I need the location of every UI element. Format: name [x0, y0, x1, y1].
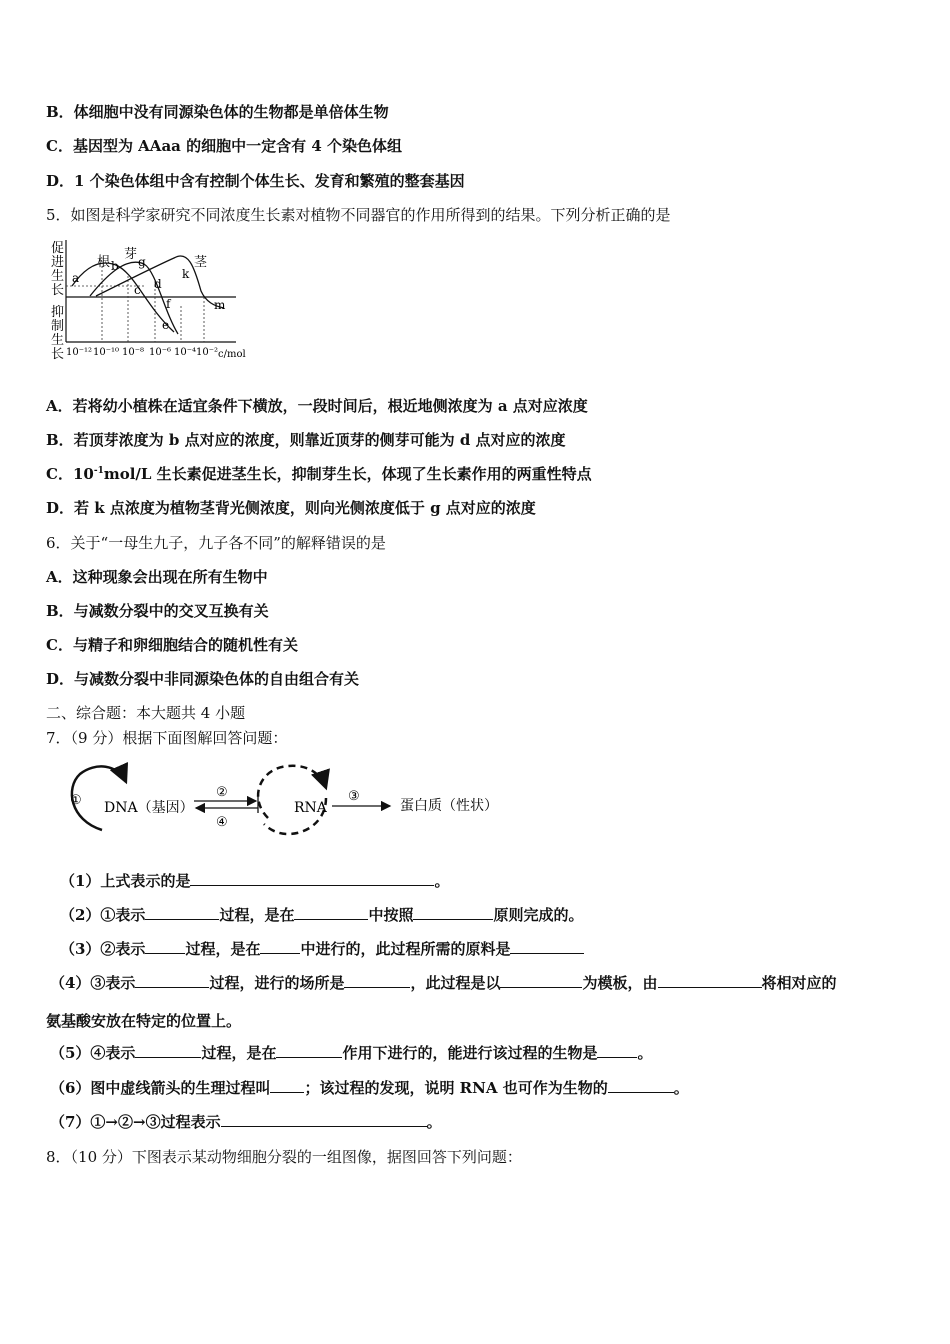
- auxin-figure: [46, 236, 256, 366]
- dna-label: DNA（基因）: [104, 800, 194, 816]
- ylabel-bottom-1: 制: [51, 319, 65, 334]
- bud-label: 芽: [124, 247, 138, 262]
- x-unit: c/mol: [218, 349, 246, 360]
- point-m: m: [214, 298, 226, 312]
- q7-sub-4-cont: 氨基酸安放在特定的位置上。: [46, 1012, 242, 1030]
- q7-sub-4: （4）③表示 过程，进行的场所是 ，此过程是以 为模板，由 将相对应的: [50, 974, 837, 992]
- ylabel-bottom-3: 长: [51, 347, 65, 362]
- q8-stem: 8．（10 分）下图表示某动物细胞分裂的一组图像，据图回答下列问题：: [46, 1148, 522, 1166]
- ylabel-bottom-2: 生: [51, 333, 65, 348]
- point-c: c: [134, 283, 141, 297]
- q6-option-a: A．这种现象会出现在所有生物中: [46, 568, 268, 586]
- q7-sub-3: （3）②表示 过程，是在 中进行的，此过程所需的原料是: [60, 939, 584, 959]
- q7-sub-2: （2）①表示 过程，是在 中按照 原则完成的。: [60, 906, 584, 924]
- q6-option-b: B．与减数分裂中的交叉互换有关: [46, 602, 269, 620]
- q7-stem: 7．（9 分）根据下面图解回答问题：: [46, 729, 288, 747]
- point-d: d: [154, 277, 162, 291]
- q5-stem: 5．如图是科学家研究不同浓度生长素对植物不同器官的作用所得到的结果。下列分析正确的是: [46, 206, 671, 224]
- q5-option-d: D．若 k 点浓度为植物茎背光侧浓度，则向光侧浓度低于 g 点对应的浓度: [46, 499, 536, 517]
- ylabel-bottom-0: 抑: [51, 305, 65, 320]
- root-label: 根: [97, 255, 111, 270]
- ylabel-top-2: 生: [51, 269, 65, 284]
- central-dogma-diagram: [60, 758, 520, 838]
- q6-option-c: C．与精子和卵细胞结合的随机性有关: [46, 636, 298, 654]
- q4-option-b: B．体细胞中没有同源染色体的生物都是单倍体生物: [46, 103, 389, 121]
- tick-4: 10⁻⁶: [149, 347, 172, 358]
- point-k: k: [182, 267, 190, 281]
- tick-5: 10⁻⁴: [174, 347, 197, 358]
- q4-option-d: D．1 个染色体组中含有控制个体生长、发育和繁殖的整套基因: [46, 172, 465, 190]
- q5-option-b: B．若顶芽浓度为 b 点对应的浓度，则靠近顶芽的侧芽可能为 d 点对应的浓度: [46, 431, 566, 449]
- q7-sub-6: （6）图中虚线箭头的生理过程叫 ；该过程的发现，说明 RNA 也可作为生物的 。: [50, 1079, 689, 1097]
- tick-2: 10⁻¹⁰: [93, 347, 120, 358]
- q7-sub-1: （1）上式表示的是 。: [60, 872, 450, 890]
- q4-option-c: C．基因型为 AAaa 的细胞中一定含有 4 个染色体组: [46, 137, 402, 155]
- section-heading: 二、综合题：本大题共 4 小题: [46, 704, 246, 722]
- tick-1: 10⁻¹²: [66, 347, 93, 358]
- ylabel-top-3: 长: [51, 283, 65, 298]
- rna-label: RNA: [294, 800, 327, 816]
- q6-option-d: D．与减数分裂中非同源染色体的自由组合有关: [46, 670, 360, 688]
- ylabel-top-1: 进: [51, 255, 65, 270]
- tick-3: 10⁻⁸: [122, 347, 145, 358]
- point-b: b: [111, 259, 119, 273]
- step-2-label: ②: [216, 785, 228, 800]
- step-3-label: ③: [348, 789, 360, 804]
- protein-label: 蛋白质（性状）: [400, 798, 498, 814]
- q7-sub-7: （7）①→②→③过程表示 。: [50, 1113, 442, 1131]
- point-f: f: [166, 297, 171, 311]
- point-g: g: [138, 255, 146, 269]
- q7-sub-5: （5）④表示 过程，是在 作用下进行的，能进行该过程的生物是 。: [50, 1044, 653, 1062]
- q5-option-a: A．若将幼小植株在适宜条件下横放，一段时间后，根近地侧浓度为 a 点对应浓度: [46, 397, 588, 415]
- stem-label: 茎: [194, 255, 208, 270]
- tick-6: 10⁻²: [196, 347, 219, 358]
- point-a: a: [72, 271, 80, 285]
- q6-stem: 6．关于“一母生九子，九子各不同”的解释错误的是: [46, 534, 386, 552]
- step-1-label: ①: [70, 793, 82, 808]
- step-4-label: ④: [216, 815, 228, 830]
- ylabel-top-0: 促: [51, 241, 65, 256]
- point-e: e: [162, 318, 170, 332]
- q5-option-c: C．$10^{-1}mol/L$ 生长素促进茎生长，抑制芽生长，体现了生长素作用的两重性特点: [46, 465, 592, 483]
